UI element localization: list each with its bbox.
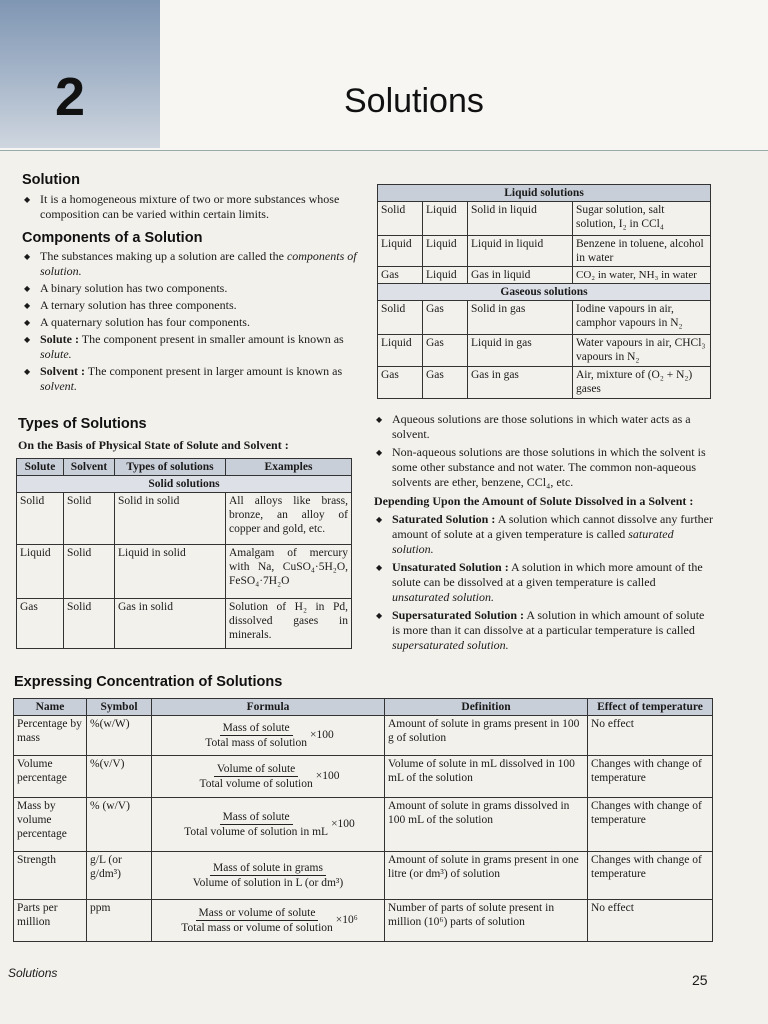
formula-cell: $\frac{\text{Mass of solute}}{\text{Total mass of solution}}$ ×100	[152, 716, 385, 756]
solute-bullet: ◆ Solute : The component present in smaller amount is known as solute.	[22, 332, 360, 362]
amount-list	[374, 512, 714, 653]
col-name: Name	[14, 699, 87, 716]
binary-bullet: ◆ A binary solution has two components.	[22, 281, 360, 296]
table-row: Liquid Gas Liquid in gas Water vapours in air, CHCl₃ vapours in N₂	[378, 335, 711, 367]
table-row: Liquid Liquid Liquid in liquid Benzene in toluene, alcohol in water	[378, 236, 711, 267]
table-row: Liquid Solid Liquid in solid Amalgam of mercury with Na, CuSO₄·5H₂O, FeSO₄·7H₂O	[17, 545, 352, 599]
non-aqueous-bullet: ◆ Non-aqueous solutions are those solutions in which the solvent is some other substance and not water. The common non-aqueous solvents are ether, benzene, CCl₄, etc.	[374, 445, 714, 490]
gaseous-solutions-heading: Gaseous solutions	[378, 284, 711, 301]
table-row: Gas Solid Gas in solid Solution of H₂ in Pd, dissolved gases in minerals.	[17, 599, 352, 649]
supersaturated-bullet: ◆ Supersaturated Solution : A solution in which amount of solute is more than it can dissolve at a particular temperature is called supersaturated solution.	[374, 608, 714, 653]
col-solvent: Solvent	[64, 459, 115, 476]
components-heading: Components of a Solution	[22, 230, 203, 246]
table-row: Solid Liquid Solid in liquid Sugar solution, salt solution, I₂ in CCl₄	[378, 202, 711, 236]
quaternary-bullet: ◆ A quaternary solution has four components.	[22, 315, 360, 330]
states-table	[377, 184, 711, 399]
formula-cell: $\frac{\text{Mass or volume of solute}}{\text{Total mass or volume of solution}}$ ×10⁶	[152, 900, 385, 942]
table-row: Gas Gas Gas in gas Air, mixture of (O₂ + N₂) gases	[378, 367, 711, 399]
col-formula: Formula	[152, 699, 385, 716]
table-row: Solid Solid Solid in solid All alloys like brass, bronze, an alloy of copper and gold, etc.	[17, 493, 352, 545]
formula-cell: $\frac{\text{Mass of solute}}{\text{Total volume of solution in mL}}$ ×100	[152, 798, 385, 852]
table-row: Volume percentage %(v/V) $\frac{\text{Volume of solute}}{\text{Total volume of solution}}$ ×100 Volume of solute in mL dissolved in 100 mL of the solution Changes with change of temperature	[14, 756, 713, 798]
left-column	[22, 172, 360, 396]
solution-heading: Solution	[22, 172, 80, 188]
col-type: Types of solutions	[115, 459, 226, 476]
ternary-bullet: ◆ A ternary solution has three components.	[22, 298, 360, 313]
solution-definition: ◆ It is a homogeneous mixture of two or more substances whose composition can be varied within certain limits.	[22, 192, 360, 222]
aqueous-bullet: ◆ Aqueous solutions are those solutions in which water acts as a solvent.	[374, 412, 714, 442]
col-symbol: Symbol	[87, 699, 152, 716]
table-row: Percentage by mass %(w/W) $\frac{\text{Mass of solute}}{\text{Total mass of solution}}$ ×100 Amount of solute in grams present in 100 g of solution No effect	[14, 716, 713, 756]
solid-solutions-heading: Solid solutions	[17, 476, 352, 493]
table-row: Gas Liquid Gas in liquid CO₂ in water, NH₃ in water	[378, 267, 711, 284]
table-row: Strength g/L (or g/dm³) $\frac{\text{Mass of solute in grams}}{\text{Volume of solution in L (or dm³)}}$ Amount of solute in grams present in one litre (or dm³) of solution Changes with change of temperature	[14, 852, 713, 900]
solvent-bullet: ◆ Solvent : The component present in larger amount is known as solvent.	[22, 364, 360, 394]
chapter-title: Solutions	[344, 82, 484, 120]
aqueous-list	[374, 412, 714, 490]
right-column-text	[374, 412, 714, 655]
col-solute: Solute	[17, 459, 64, 476]
table-row: Solid Gas Solid in gas Iodine vapours in air, camphor vapours in N₂	[378, 301, 711, 335]
liquid-solutions-heading: Liquid solutions	[378, 185, 711, 202]
saturated-bullet: ◆ Saturated Solution : A solution which cannot dissolve any further amount of solute at a given temperature is called saturated solution.	[374, 512, 714, 557]
components-bullet: ◆ The substances making up a solution are called the components of solution.	[22, 249, 360, 279]
col-effect: Effect of temperature	[588, 699, 713, 716]
table-row: Mass by volume percentage % (w/V) $\frac{\text{Mass of solute}}{\text{Total volume of solution in mL}}$ ×100 Amount of solute in grams dissolved in 100 mL of the solution Changes with change of temperature	[14, 798, 713, 852]
types-subheading: On the Basis of Physical State of Solute and Solvent :	[18, 438, 289, 452]
solution-list	[22, 192, 360, 222]
col-examples: Examples	[226, 459, 352, 476]
unsaturated-bullet: ◆ Unsaturated Solution : A solution in which more amount of the solute can be dissolved at a given temperature is called unsaturated solution.	[374, 560, 714, 605]
formula-cell: $\frac{\text{Mass of solute in grams}}{\text{Volume of solution in L (or dm³)}}$	[152, 852, 385, 900]
page-number: 25	[692, 972, 708, 988]
concentration-table	[13, 698, 713, 942]
types-heading: Types of Solutions	[18, 416, 147, 432]
concentration-heading: Expressing Concentration of Solutions	[14, 674, 283, 690]
amount-heading: Depending Upon the Amount of Solute Dissolved in a Solvent :	[374, 494, 694, 508]
footer-title: Solutions	[8, 966, 58, 980]
table-row: Parts per million ppm $\frac{\text{Mass or volume of solute}}{\text{Total mass or volume of solution}}$ ×10⁶ Number of parts of solute present in million (10⁶) parts of solution No effect	[14, 900, 713, 942]
components-list	[22, 249, 360, 394]
types-table	[16, 458, 352, 649]
chapter-header	[0, 0, 768, 151]
col-definition: Definition	[385, 699, 588, 716]
chapter-number: 2	[55, 67, 86, 127]
formula-cell: $\frac{\text{Volume of solute}}{\text{Total volume of solution}}$ ×100	[152, 756, 385, 798]
